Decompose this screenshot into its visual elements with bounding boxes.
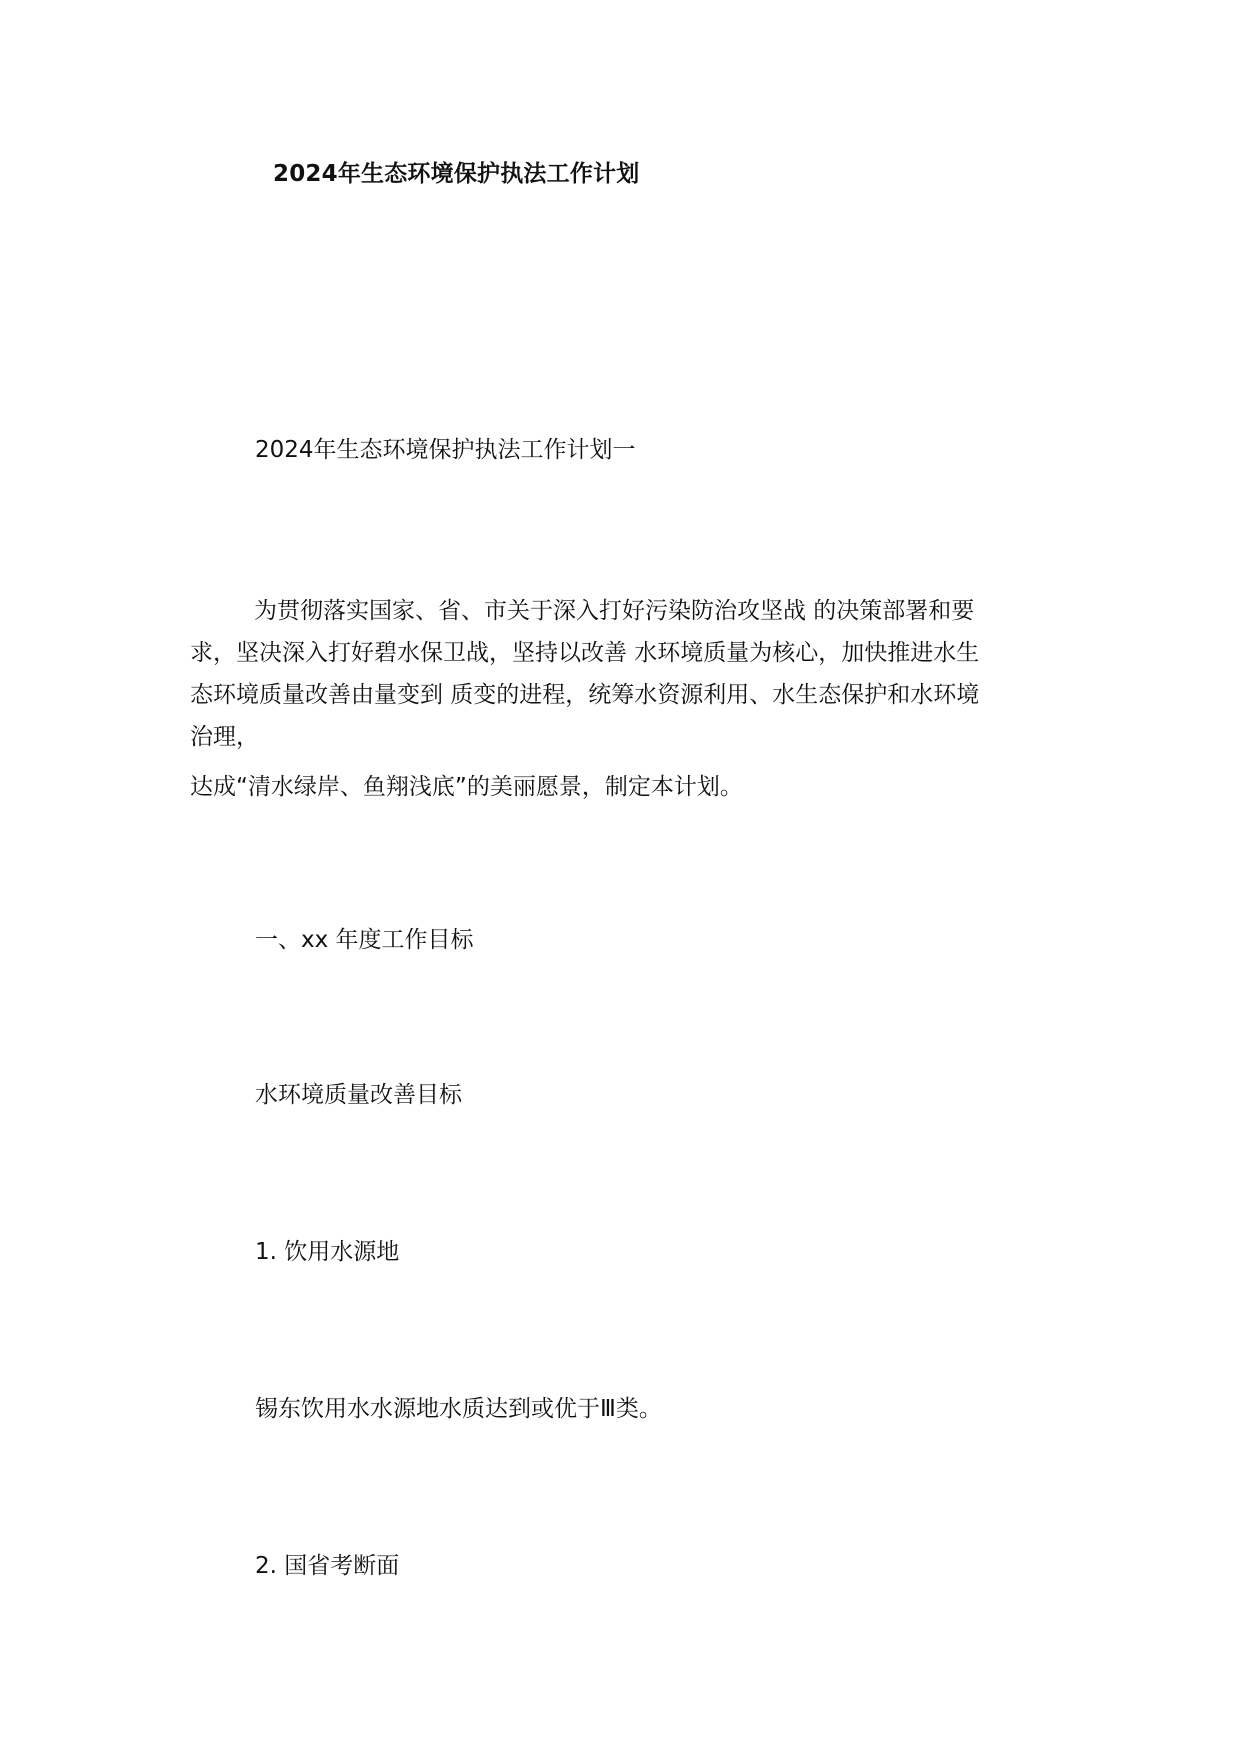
subsection-heading: 水环境质量改善目标 — [255, 1082, 462, 1108]
intro-line: 达成“清水绿岸、鱼翔浅底”的美丽愿景，制定本计划。 — [190, 774, 743, 800]
intro-line: 治理， — [190, 724, 259, 750]
plan-subtitle: 2024年生态环境保护执法工作计划一 — [255, 437, 636, 463]
item-text-drinking-water: 锡东饮用水水源地水质达到或优于Ⅲ类。 — [255, 1396, 662, 1422]
intro-line: 求，坚决深入打好碧水保卫战，坚持以改善 水环境质量为核心，加快推进水生 — [190, 640, 980, 666]
document-title: 2024年生态环境保护执法工作计划 — [273, 161, 640, 187]
intro-paragraph — [190, 590, 1070, 808]
section-heading: 一、xx 年度工作目标 — [255, 927, 474, 953]
item-heading-sections: 2. 国省考断面 — [255, 1553, 400, 1579]
item-heading-drinking-water: 1. 饮用水源地 — [255, 1239, 400, 1265]
intro-line: 态环境质量改善由量变到 质变的进程，统筹水资源利用、水生态保护和水环境 — [190, 682, 980, 708]
intro-line: 为贯彻落实国家、省、市关于深入打好污染防治攻坚战 的决策部署和要 — [254, 598, 975, 624]
